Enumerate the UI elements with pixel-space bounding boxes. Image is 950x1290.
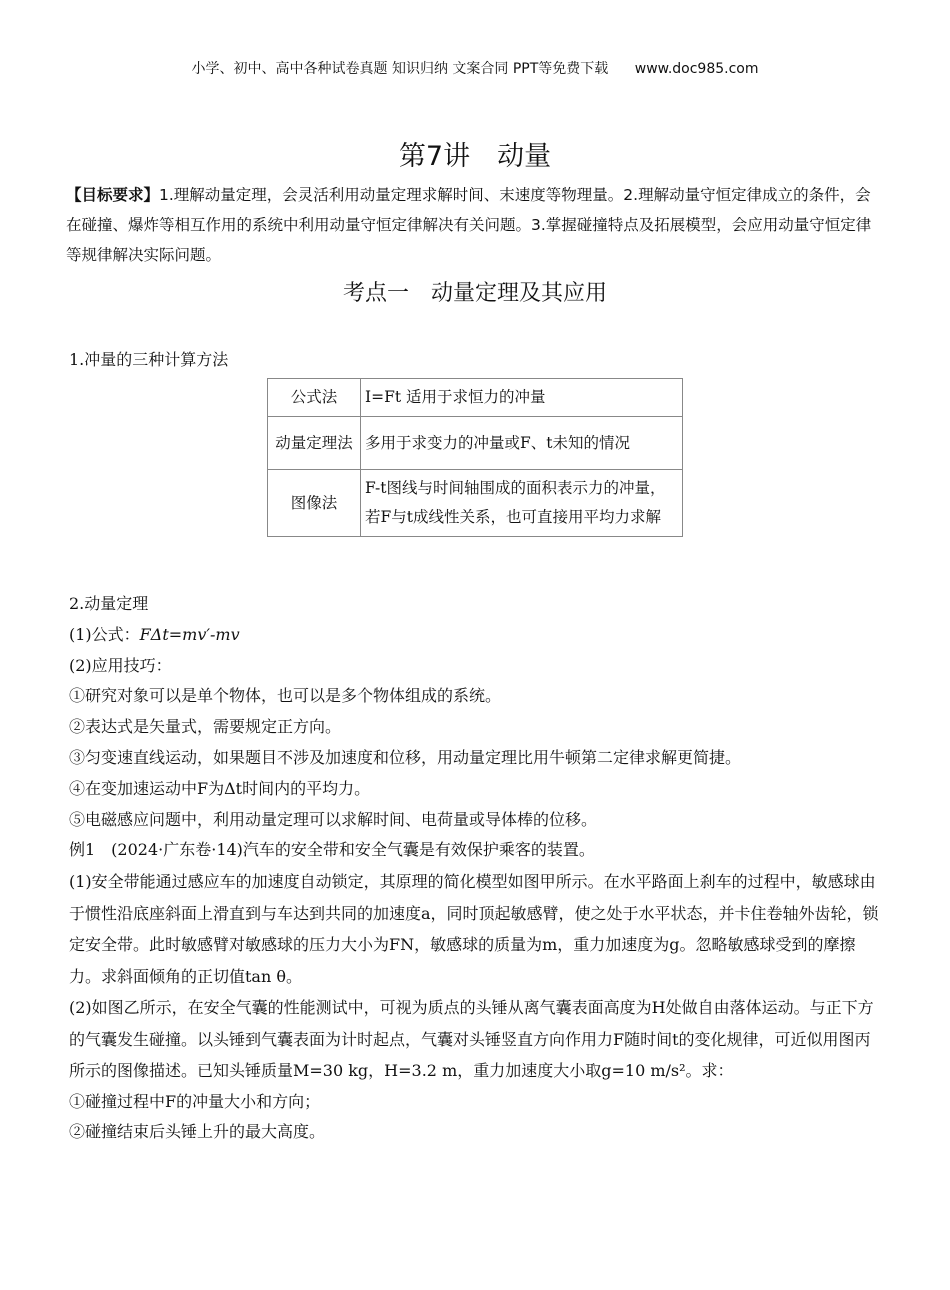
goal-tag: 【目标要求】 [66,186,160,204]
sub-question-2: ②碰撞结束后头锤上升的最大高度。 [69,1122,326,1142]
table-row [268,470,683,537]
subheading-theorem: 2.动量定理 [69,594,149,613]
list-item: ⑤电磁感应问题中，利用动量定理可以求解时间、电荷量或导体棒的位移。 [69,809,598,829]
question-1: (1)安全带能通过感应车的加速度自动锁定，其原理的简化模型如图甲所示。在水平路面上刹车的过程中，敏感球由于惯性沿底座斜面上滑直到与车达到共同的加速度a，同时顶起敏感臂，使之处于水平状态，并卡住卷轴外齿轮，锁定安全带。此时敏感臂对敏感球的压力大小为FN，敏感球的质量为m，重力加速度为g。忽略敏感球受到的摩擦力。求斜面倾角的正切值tan θ。 [69,872,879,986]
question-2: (2)如图乙所示，在安全气囊的性能测试中，可视为质点的头锤从离气囊表面高度为H处做自由落体运动。与正下方的气囊发生碰撞。以头锤到气囊表面为计时起点，气囊对头锤竖直方向作用力F随时间t的变化规律，可近似用图丙所示的图像描述。已知头锤质量M=30 kg，H=3.2 m，重力加速度大小取g=10 m/s²。求： [69,998,874,1081]
list-item: ④在变加速运动中F为Δt时间内的平均力。 [69,778,371,798]
header-text: 小学、初中、高中各种试卷真题 知识归纳 文案合同 PPT等免费下载 [191,61,609,77]
site-link[interactable]: www.doc985.com [634,61,759,77]
method-name: 动量定理法 [268,417,361,470]
section-heading: 考点一 动量定理及其应用 [342,281,607,306]
example-label: 例1 (2024·广东卷·14) [69,840,243,860]
method-desc: F-t图线与时间轴围成的面积表示力的冲量，若F与t成线性关系，也可直接用平均力求解 [361,470,683,537]
example-intro-text: 汽车的安全带和安全气囊是有效保护乘客的装置。 [242,840,595,860]
list-item: ①研究对象可以是单个物体，也可以是多个物体组成的系统。 [69,686,502,706]
method-desc: I=Ft 适用于求恒力的冲量 [361,379,683,417]
list-item: ③匀变速直线运动，如果题目不涉及加速度和位移，用动量定理比用牛顿第二定律求解更简捷。 [69,747,742,767]
method-desc: 多用于求变力的冲量或F、t未知的情况 [361,417,683,470]
methods-table [267,378,683,537]
table-row [268,379,683,417]
page-title: 第7讲 动量 [398,141,552,172]
subheading-impulse: 1.冲量的三种计算方法 [69,350,229,369]
formula: FΔt=mv′-mv [139,624,240,644]
goal-text: 1.理解动量定理，会灵活利用动量定理求解时间、末速度等物理量。2.理解动量守恒定律成立的条件，会在碰撞、爆炸等相互作用的系统中利用动量守恒定律解决有关问题。3.掌握碰撞特点及拓展模型，会应用动量守恒定律等规律解决实际问题。 [66,186,872,264]
list-item: ②表达式是矢量式，需要规定正方向。 [69,717,342,737]
method-name: 图像法 [268,470,361,537]
example-intro [69,835,885,866]
goal-block [66,180,884,270]
page-header [0,58,950,78]
sub-question-1: ①碰撞过程中F的冲量大小和方向； [69,1091,321,1111]
method-name: 公式法 [268,379,361,417]
table-row [268,417,683,470]
tips-label: (2)应用技巧： [69,655,172,675]
formula-line [69,620,885,651]
body-content [69,589,885,1148]
formula-label: (1)公式： [69,624,140,644]
